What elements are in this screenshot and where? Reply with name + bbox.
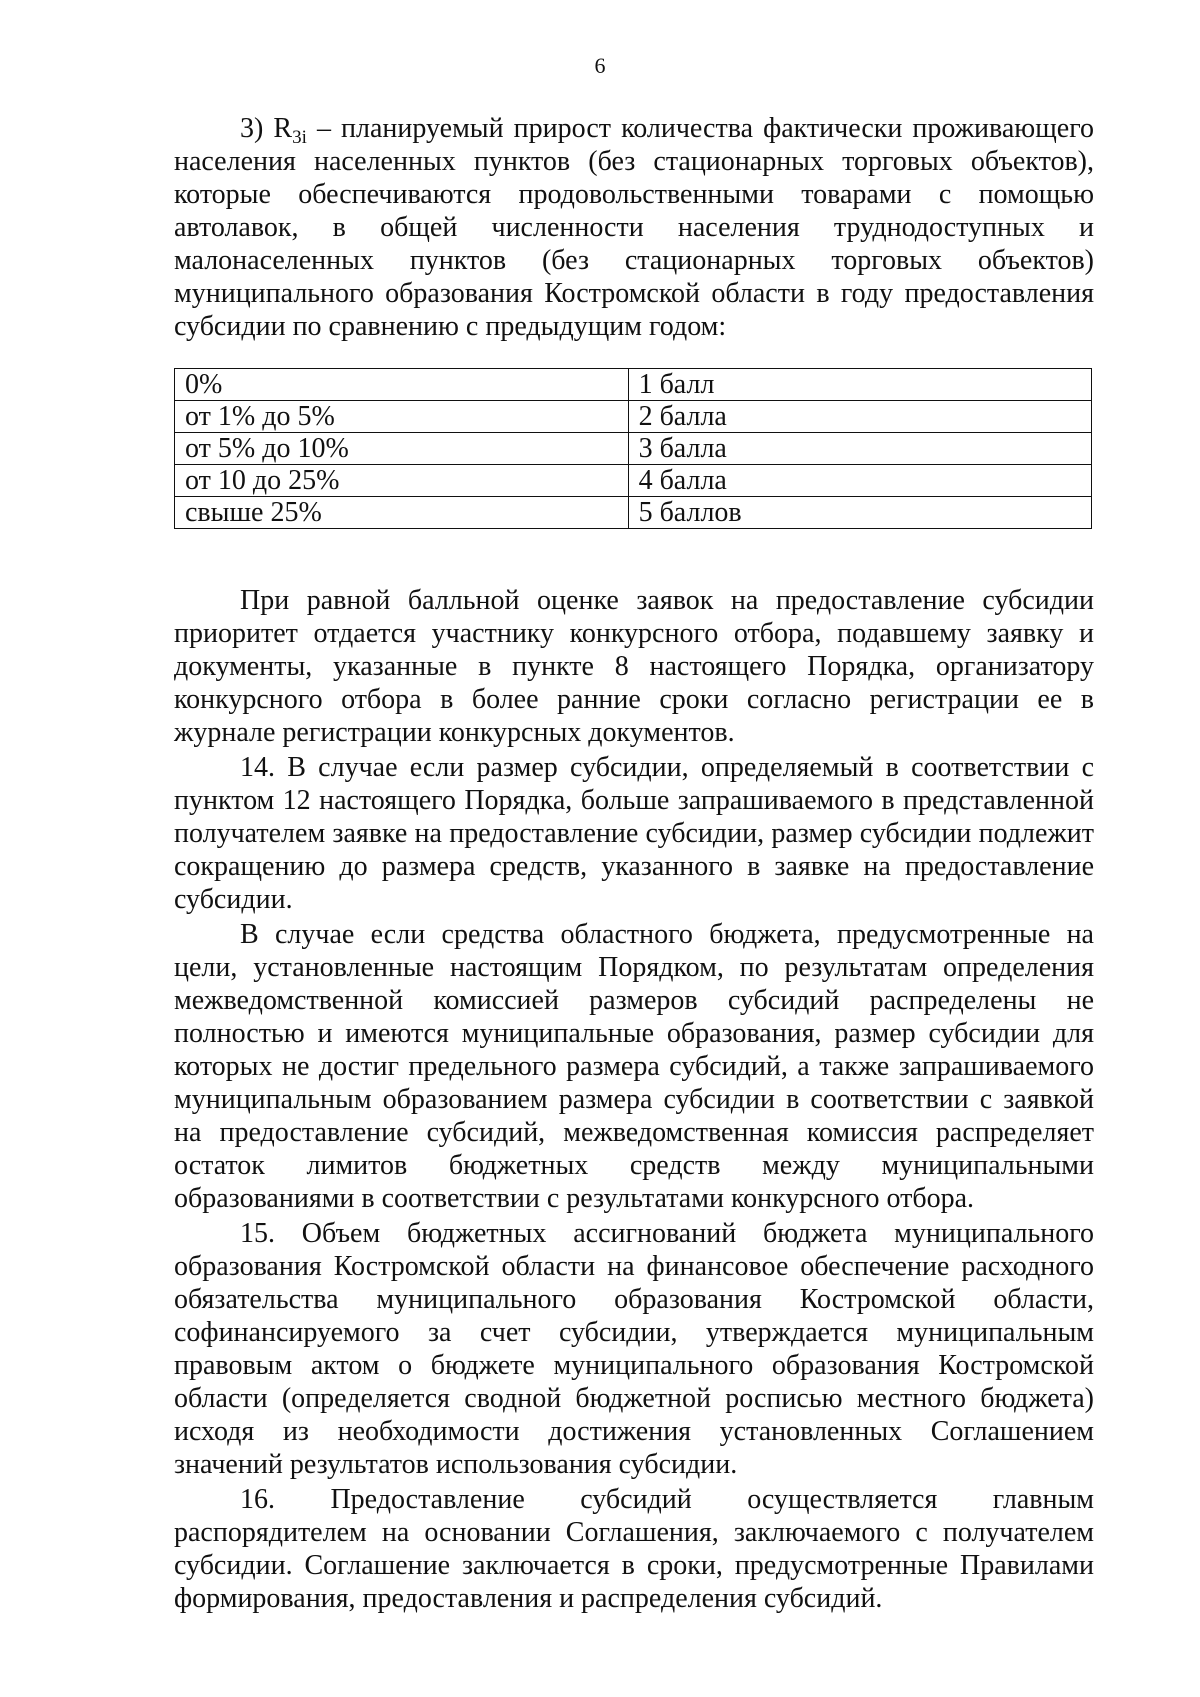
clause-15-paragraph: 15. Объем бюджетных ассигнований бюджета муниципального образования Костромской области на финансовое обеспечение расходного обязательства муниципального образования Костромской области, софинансируемого за счет субсидии, утверждается муниципальным правовым актом о бюджете муниципального образования Костромской области (определяется сводной бюджетной росписью местного бюджета) исходя из необходимости достижения установленных Соглашением значений результатов использования субсидии. xyxy=(174,1218,1094,1480)
document-body xyxy=(174,112,1094,1615)
range-cell: свыше 25% xyxy=(175,497,629,529)
criterion-subscript: 3i xyxy=(292,127,307,148)
clause-14-paragraph: 14. В случае если размер субсидии, определяемый в соответствии с пунктом 12 настоящего Порядка, больше запрашиваемого в представленной получателем заявке на предоставление субсидии, размер субсидии подлежит сокращению до размера средств, указанного в заявке на предоставление субсидии. xyxy=(174,752,1094,915)
criterion-text: – планируемый прирост количества фактически проживающего населения населенных пунктов (без стационарных торговых объектов), которые обеспечиваются продовольственными товарами с помощью автолавок, в общей численности населения труднодоступных и малонаселенных пунктов (без стационарных торговых объектов) муниципального образования Костромской области в году предоставления субсидии по сравнению с предыдущим годом: xyxy=(174,113,1095,342)
equal-score-priority-paragraph: При равной балльной оценке заявок на предоставление субсидии приоритет отдается участнику конкурсного отбора, подавшему заявку и документы, указанные в пункте 8 настоящего Порядка, организатору конкурсного отбора в более ранние сроки согласно регистрации ее в журнале регистрации конкурсных документов. xyxy=(174,585,1094,748)
criterion-r3i-paragraph xyxy=(174,112,1094,343)
table-row xyxy=(175,433,1092,465)
table-row xyxy=(175,369,1092,401)
score-cell: 1 балл xyxy=(628,369,1091,401)
score-cell: 4 балла xyxy=(628,465,1091,497)
score-table xyxy=(174,368,1092,529)
score-cell: 3 балла xyxy=(628,433,1091,465)
table-row xyxy=(175,401,1092,433)
remaining-funds-paragraph: В случае если средства областного бюджета, предусмотренные на цели, установленные настоящим Порядком, по результатам определения межведомственной комиссией размеров субсидий распределены не полностью и имеются муниципальные образования, размер субсидии для которых не достиг предельного размера субсидий, а также запрашиваемого муниципальным образованием размера субсидии в соответствии с заявкой на предоставление субсидий, межведомственная комиссия распределяет остаток лимитов бюджетных средств между муниципальными образованиями в соответствии с результатами конкурсного отбора. xyxy=(174,919,1094,1214)
table-row xyxy=(175,465,1092,497)
page-number: 6 xyxy=(594,53,606,78)
range-cell: 0% xyxy=(175,369,629,401)
range-cell: от 1% до 5% xyxy=(175,401,629,433)
table-row xyxy=(175,497,1092,529)
criterion-prefix: 3) R xyxy=(240,113,293,144)
range-cell: от 10 до 25% xyxy=(175,465,629,497)
score-cell: 2 балла xyxy=(628,401,1091,433)
clause-16-paragraph: 16. Предоставление субсидий осуществляется главным распорядителем на основании Соглашения, заключаемого с получателем субсидии. Соглашение заключается в сроки, предусмотренные Правилами формирования, предоставления и распределения субсидий. xyxy=(174,1484,1094,1614)
score-cell: 5 баллов xyxy=(628,497,1091,529)
range-cell: от 5% до 10% xyxy=(175,433,629,465)
